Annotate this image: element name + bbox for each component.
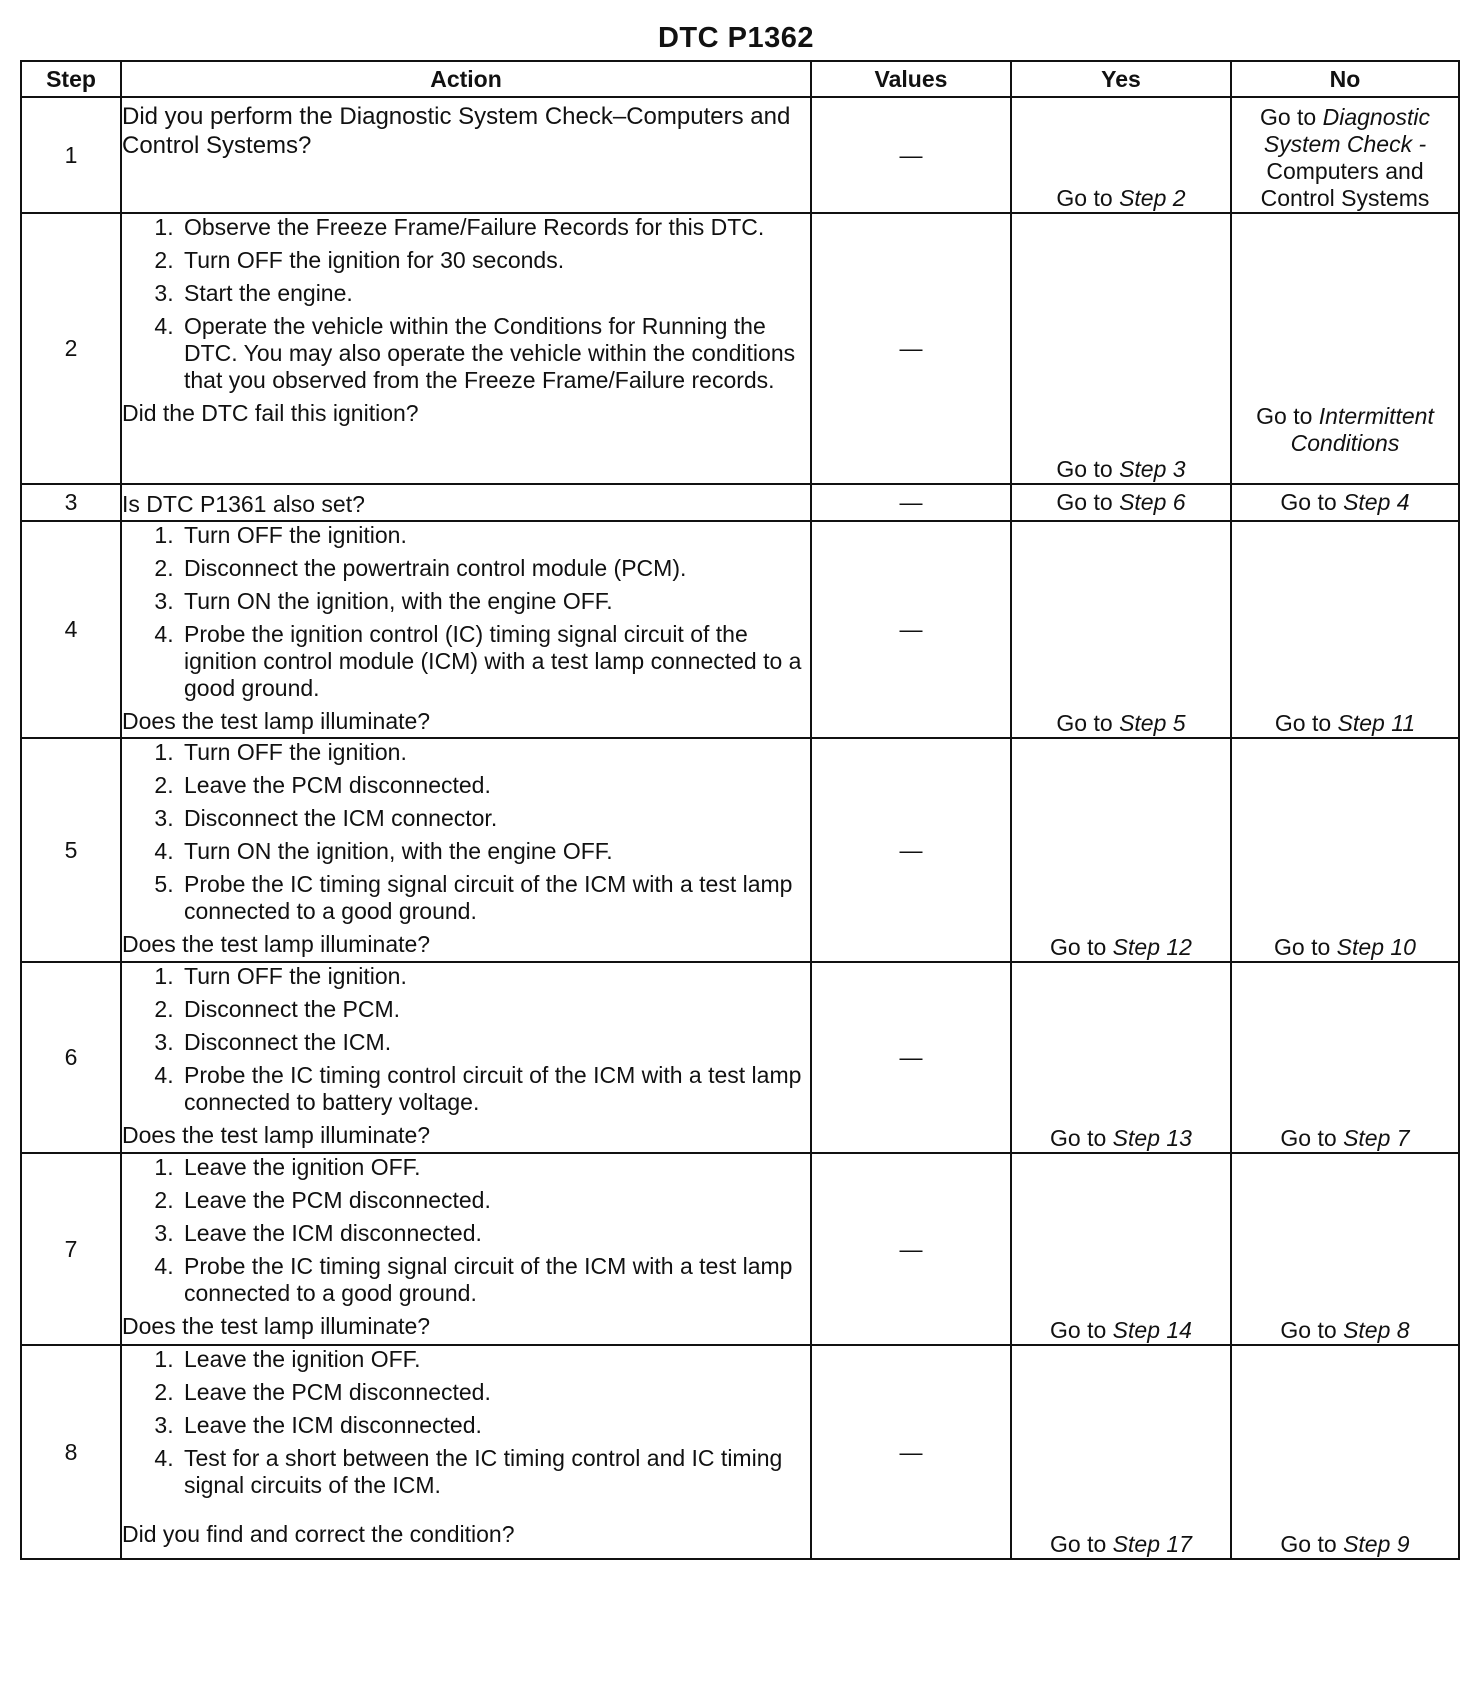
goto-prefix: Go to (1280, 1317, 1337, 1343)
action-step-item: 2. Disconnect the PCM. (180, 996, 810, 1023)
goto-target: Intermittent Conditions (1290, 403, 1434, 456)
table-row-step-7 (21, 1153, 1459, 1345)
action-steps-list (122, 214, 810, 394)
goto-target: Step 14 (1112, 1317, 1192, 1343)
action-step-item: 1. Turn OFF the ignition. (180, 739, 810, 766)
goto-prefix: Go to (1274, 710, 1332, 736)
action-step-item: 1. Observe the Freeze Frame/Failure Records for this DTC. (180, 214, 810, 241)
table-body (21, 97, 1459, 1559)
table-row-step-3 (21, 484, 1459, 521)
no-goto-link[interactable] (1280, 489, 1409, 516)
step-number: 7 (21, 1153, 121, 1345)
values-cell (811, 484, 1011, 521)
goto-target: Step 3 (1119, 456, 1186, 482)
goto-target: Step 12 (1112, 934, 1192, 960)
step-number: 4 (21, 521, 121, 738)
action-step-item: 2. Leave the PCM disconnected. (180, 772, 810, 799)
action-step-item: 2. Disconnect the powertrain control module (PCM). (180, 555, 810, 582)
yes-goto-link[interactable] (1050, 1317, 1192, 1344)
empty-value-dash: — (899, 836, 923, 863)
goto-prefix: Go to (1274, 934, 1331, 960)
yes-cell (1011, 1345, 1231, 1559)
values-cell (811, 1153, 1011, 1345)
goto-prefix: Go to (1056, 456, 1113, 482)
yes-cell (1011, 97, 1231, 213)
goto-prefix: Go to (1050, 1125, 1107, 1151)
action-step-item: 1. Leave the ignition OFF. (180, 1346, 810, 1373)
action-cell (121, 1153, 811, 1345)
goto-prefix: Go to (1259, 104, 1317, 130)
yes-goto-link[interactable] (1056, 710, 1185, 737)
action-steps-list (122, 739, 810, 925)
action-steps-list (122, 522, 810, 702)
no-goto-link[interactable] (1280, 1531, 1409, 1558)
action-question: Did you find and correct the condition? (122, 1521, 515, 1547)
header-action: Action (121, 61, 811, 97)
action-cell (121, 97, 811, 213)
action-question: Does the test lamp illuminate? (122, 708, 431, 734)
action-step-item: 4. Probe the ignition control (IC) timing signal circuit of the ignition control module (ICM) with a test lamp connected to a good ground. (180, 621, 810, 702)
document-title: DTC P1362 (657, 22, 814, 54)
action-step-item: 1. Leave the ignition OFF. (180, 1154, 810, 1181)
no-cell (1231, 1345, 1459, 1559)
action-cell (121, 213, 811, 484)
no-cell (1231, 962, 1459, 1153)
step-number: 6 (21, 962, 121, 1153)
action-steps-list (122, 1154, 810, 1307)
table-row-step-5 (21, 738, 1459, 962)
goto-prefix: Go to (1056, 489, 1113, 515)
goto-prefix: Go to (1280, 489, 1337, 515)
header-values: Values (811, 61, 1011, 97)
goto-target: Step 9 (1343, 1531, 1410, 1557)
goto-target: Step 5 (1119, 710, 1186, 736)
action-question: Does the test lamp illuminate? (122, 1122, 431, 1148)
action-step-item: 3. Disconnect the ICM connector. (180, 805, 810, 832)
action-cell (121, 521, 811, 738)
no-goto-link[interactable] (1274, 934, 1416, 961)
no-cell (1231, 213, 1459, 484)
empty-value-dash: — (899, 1044, 923, 1070)
empty-value-dash: — (899, 489, 923, 515)
step-number: 1 (21, 97, 121, 213)
action-question: Does the test lamp illuminate? (122, 1313, 431, 1339)
yes-goto-link[interactable] (1056, 185, 1185, 212)
action-step-item: 2. Leave the PCM disconnected. (180, 1187, 810, 1214)
step-number: 3 (21, 484, 121, 521)
yes-goto-link[interactable] (1050, 934, 1192, 961)
values-cell (811, 521, 1011, 738)
values-cell (811, 962, 1011, 1153)
values-cell (811, 213, 1011, 484)
yes-cell (1011, 1153, 1231, 1345)
goto-prefix: Go to (1056, 710, 1113, 736)
goto-target-suffix: Computers and Control Systems (1260, 158, 1430, 211)
action-step-item: 4. Turn ON the ignition, with the engine OFF. (180, 838, 810, 865)
empty-value-dash: — (899, 616, 923, 642)
goto-prefix: Go to (1050, 1317, 1107, 1343)
action-cell (121, 738, 811, 962)
action-cell (121, 962, 811, 1153)
table-row-step-6 (21, 962, 1459, 1153)
goto-target: Step 2 (1119, 185, 1186, 211)
action-step-item: 4. Operate the vehicle within the Conditions for Running the DTC. You may also operate the vehicle within the conditions that you observed from the Freeze Frame/Failure records. (180, 313, 810, 394)
no-goto-link[interactable] (1280, 1125, 1409, 1152)
empty-value-dash: — (899, 141, 923, 168)
header-step: Step (21, 61, 121, 97)
goto-target: Step 13 (1112, 1125, 1192, 1151)
yes-cell (1011, 738, 1231, 962)
goto-prefix: Go to (1280, 1125, 1337, 1151)
step-number: 2 (21, 213, 121, 484)
action-step-item: 3. Turn ON the ignition, with the engine OFF. (180, 588, 810, 615)
action-step-item: 4. Probe the IC timing signal circuit of the ICM with a test lamp connected to a good ground. (180, 1253, 810, 1307)
header-yes: Yes (1011, 61, 1231, 97)
action-step-item: 3. Leave the ICM disconnected. (180, 1220, 810, 1247)
action-question: Does the test lamp illuminate? (122, 931, 431, 957)
action-step-item: 3. Disconnect the ICM. (180, 1029, 810, 1056)
header-row (21, 61, 1459, 97)
goto-prefix: Go to (1050, 934, 1107, 960)
step-number: 8 (21, 1345, 121, 1559)
yes-cell (1011, 484, 1231, 521)
no-cell (1231, 484, 1459, 521)
action-step-item: 2. Leave the PCM disconnected. (180, 1379, 810, 1406)
values-cell (811, 97, 1011, 213)
action-question: Is DTC P1361 also set? (122, 491, 365, 517)
goto-target: Step 7 (1343, 1125, 1410, 1151)
goto-target: Step 6 (1119, 489, 1186, 515)
table-header (21, 61, 1459, 97)
action-step-item: 4. Probe the IC timing control circuit of the ICM with a test lamp connected to battery voltage. (180, 1062, 810, 1116)
no-goto-link[interactable] (1232, 104, 1458, 212)
goto-prefix: Go to (1050, 1531, 1107, 1557)
step-number: 5 (21, 738, 121, 962)
action-step-item: 1. Turn OFF the ignition. (180, 522, 810, 549)
action-step-item: 3. Start the engine. (180, 280, 810, 307)
action-step-item: 2. Turn OFF the ignition for 30 seconds. (180, 247, 810, 274)
diagnostic-table (20, 60, 1460, 1560)
yes-goto-link[interactable] (1056, 456, 1185, 483)
goto-prefix: Go to (1056, 185, 1113, 211)
action-steps-list (122, 963, 810, 1116)
no-cell (1231, 738, 1459, 962)
goto-target: Step 4 (1343, 489, 1410, 515)
values-cell (811, 1345, 1011, 1559)
action-step-item: 3. Leave the ICM disconnected. (180, 1412, 810, 1439)
action-step-item: 4. Test for a short between the IC timing control and IC timing signal circuits of the ICM. (180, 1445, 810, 1499)
header-no: No (1231, 61, 1459, 97)
table-row-step-8 (21, 1345, 1459, 1559)
goto-target: Diagnostic System Check - (1263, 104, 1431, 157)
no-goto-link[interactable] (1280, 1317, 1409, 1344)
action-step-item: 1. Turn OFF the ignition. (180, 963, 810, 990)
yes-goto-link[interactable] (1050, 1531, 1192, 1558)
empty-value-dash: — (899, 1438, 923, 1465)
goto-target: Step 11 (1337, 710, 1416, 736)
goto-target: Step 17 (1112, 1531, 1192, 1557)
no-cell (1231, 1153, 1459, 1345)
yes-cell (1011, 521, 1231, 738)
yes-goto-link[interactable] (1056, 489, 1185, 516)
action-question: Did the DTC fail this ignition? (122, 400, 419, 426)
action-cell (121, 1345, 811, 1559)
empty-value-dash: — (899, 335, 923, 361)
goto-prefix: Go to (1256, 403, 1313, 429)
empty-value-dash: — (899, 1235, 923, 1262)
table-row-step-1 (21, 97, 1459, 213)
goto-target: Step 10 (1336, 934, 1416, 960)
yes-cell (1011, 213, 1231, 484)
action-cell (121, 484, 811, 521)
no-goto-link[interactable] (1275, 710, 1415, 737)
goto-target: Step 8 (1343, 1317, 1410, 1343)
no-cell (1231, 97, 1459, 213)
action-steps-list (122, 1346, 810, 1499)
no-goto-link[interactable] (1232, 403, 1458, 457)
action-question: Did you perform the Diagnostic System Check–Computers and Control Systems? (122, 103, 791, 159)
goto-prefix: Go to (1280, 1531, 1337, 1557)
values-cell (811, 738, 1011, 962)
yes-goto-link[interactable] (1050, 1125, 1192, 1152)
yes-cell (1011, 962, 1231, 1153)
no-cell (1231, 521, 1459, 738)
action-step-item: 5. Probe the IC timing signal circuit of the ICM with a test lamp connected to a good ground. (180, 871, 810, 925)
table-row-step-2 (21, 213, 1459, 484)
table-row-step-4 (21, 521, 1459, 738)
